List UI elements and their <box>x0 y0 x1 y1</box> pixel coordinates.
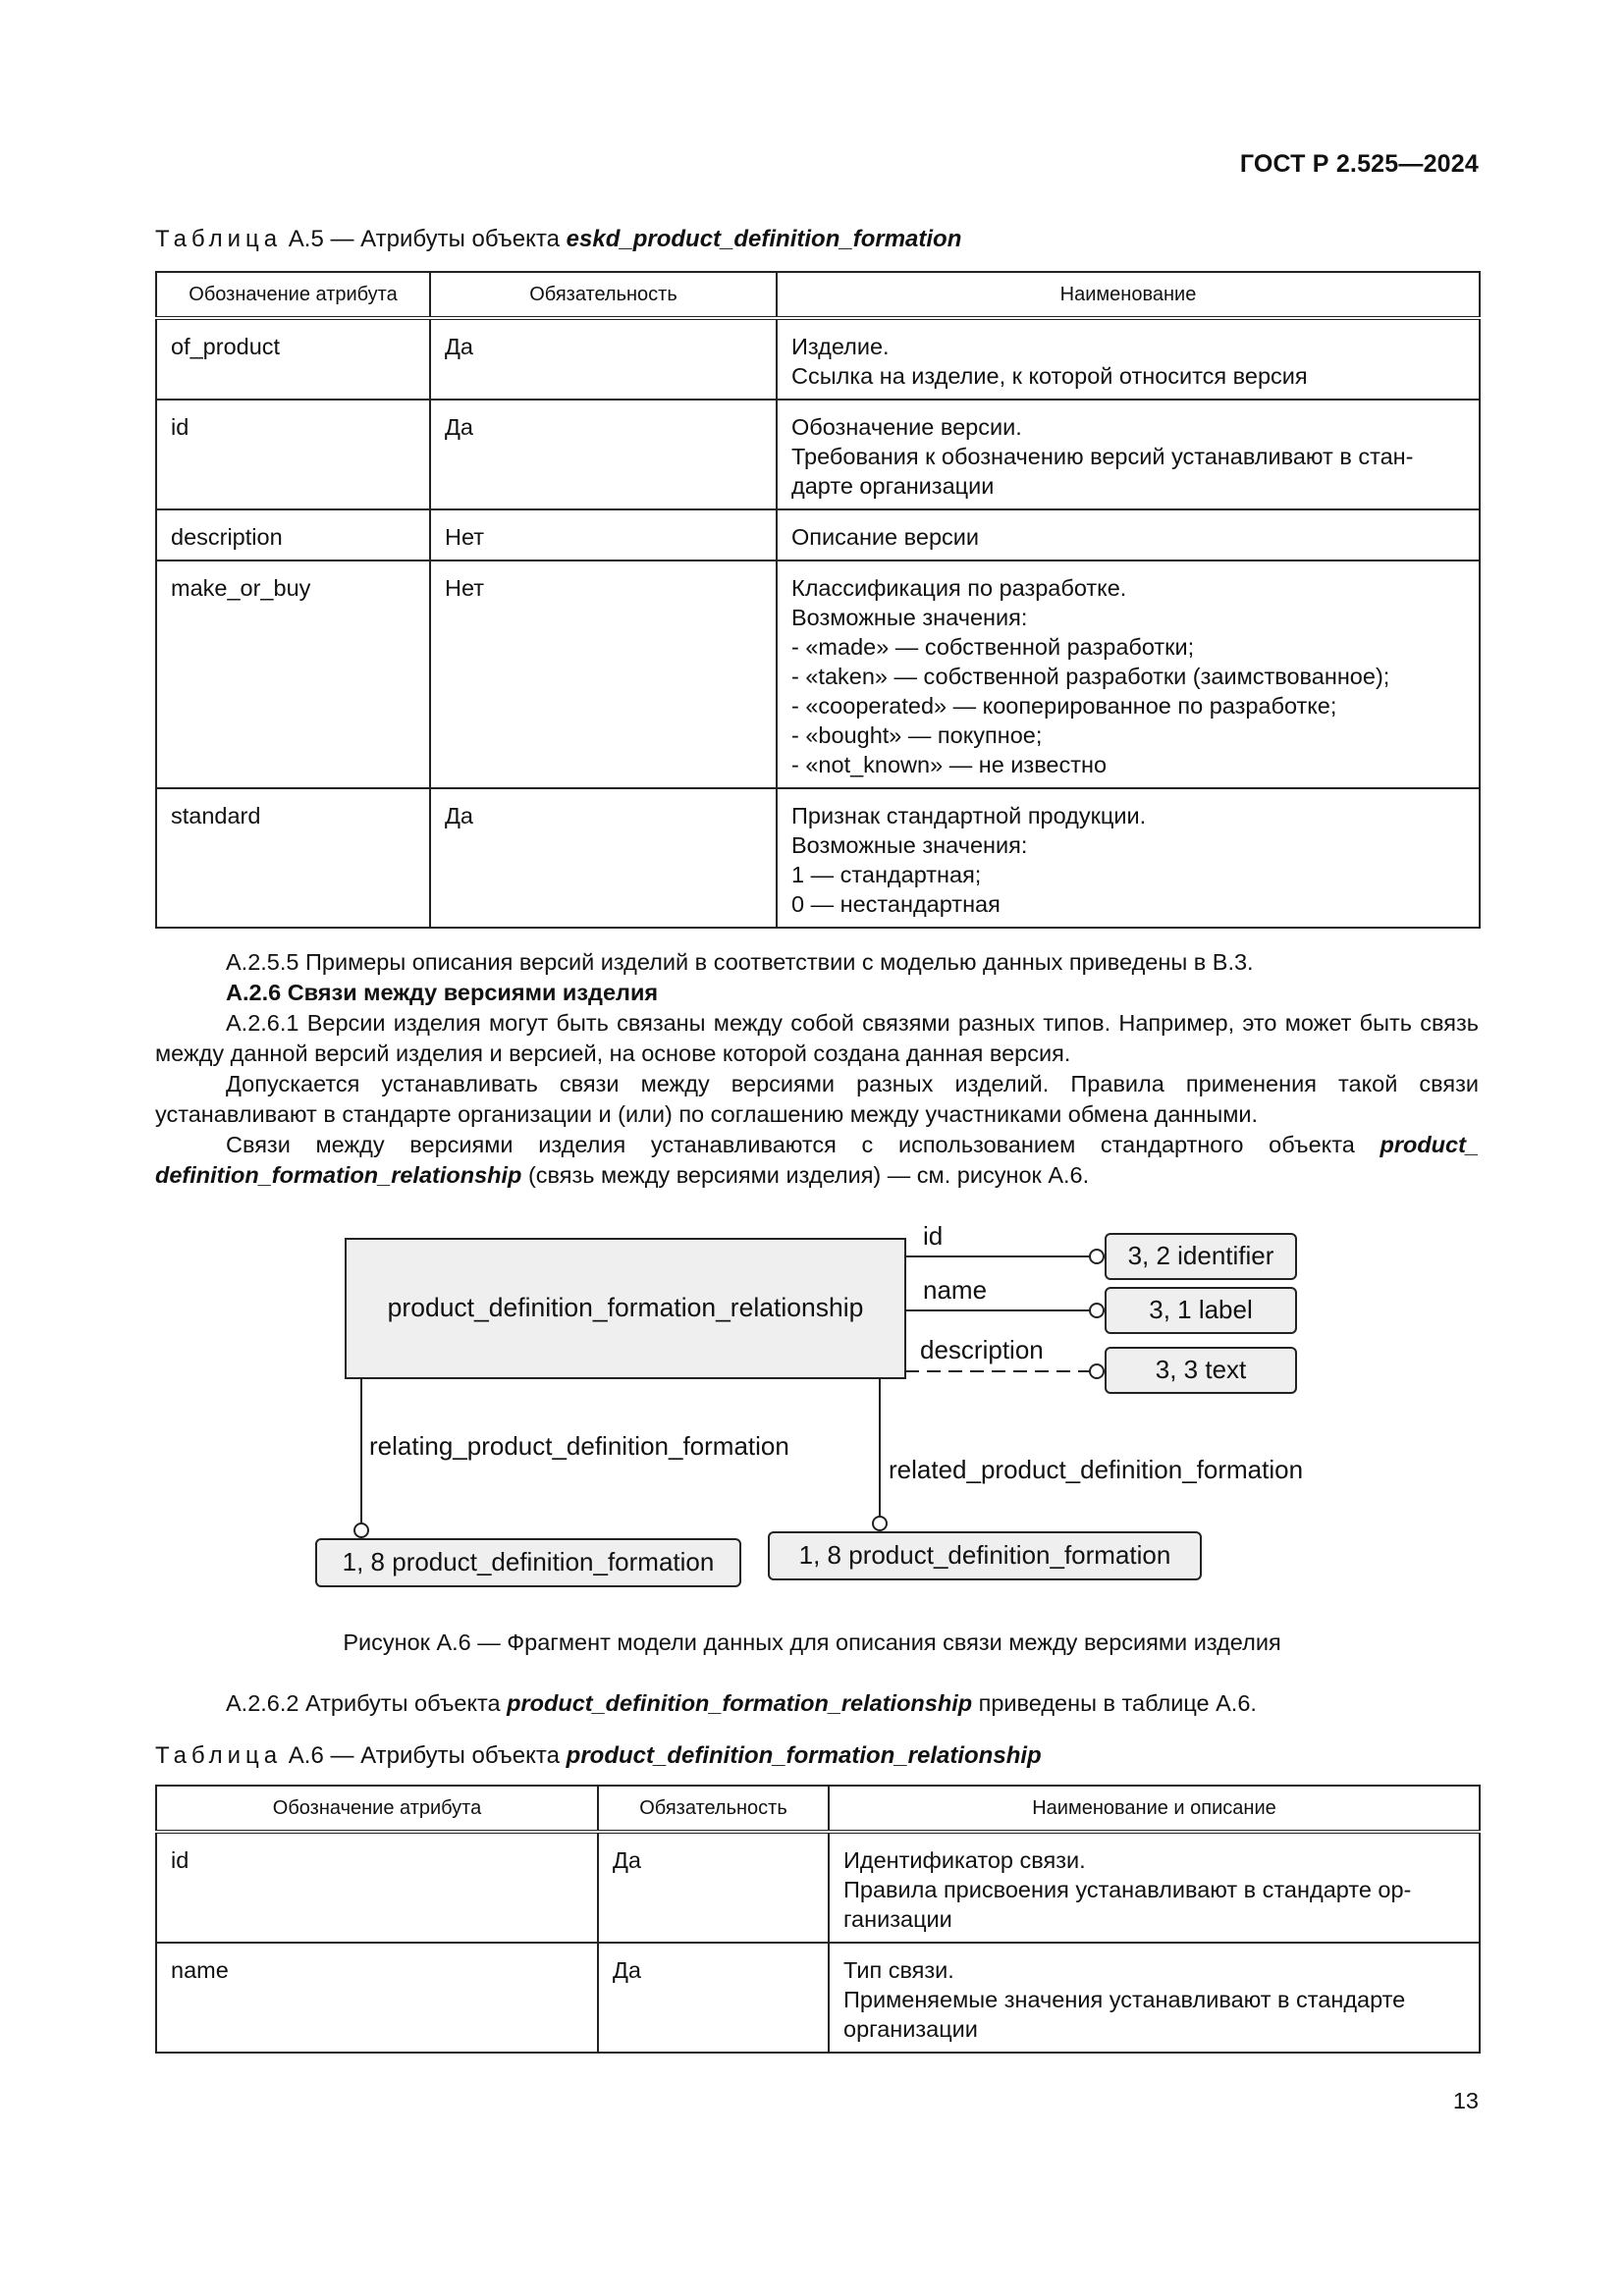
paragraph-a261: А.2.6.1 Версии изделия могут быть связаны между собой связями разных типов. Например, это может быть связь между данной версий изделия и версией, на основе которой создана данная версия. <box>155 1010 1479 1066</box>
paragraph-text: Связи между версиями изделия устанавливаются с использованием стандартного объекта <box>226 1132 1380 1157</box>
desc-line: Правила присвоения устанавливают в стандарте ор- <box>843 1877 1412 1902</box>
table-a6 <box>155 1785 1481 2054</box>
name-endpoint-circle <box>1090 1304 1104 1317</box>
figure-caption: Рисунок А.6 — Фрагмент модели данных для описания связи между версиями изделия <box>343 1629 1281 1655</box>
column-header: Обязательность <box>598 1786 829 1832</box>
column-header: Наименование и описание <box>829 1786 1480 1832</box>
desc-line: - «made» — собственной разработки; <box>791 634 1195 660</box>
description-endpoint-circle <box>1090 1364 1104 1378</box>
desc-line: Описание версии <box>791 524 980 550</box>
main-entity-label: product_definition_formation_relationship <box>387 1293 864 1322</box>
required-cell: Да <box>430 788 777 928</box>
required-cell: Да <box>430 318 777 400</box>
paragraph-a262 <box>155 1688 1479 1719</box>
desc-cell <box>829 1943 1480 2053</box>
desc-line: Идентификатор связи. <box>843 1847 1086 1873</box>
caption-prefix: Таблица <box>155 1742 283 1769</box>
attr-cell: name <box>156 1943 598 2053</box>
name-attr-label: name <box>923 1275 988 1305</box>
desc-line: Применяемые значения устанавливают в стандарте <box>843 1987 1406 2012</box>
paragraph-permission: Допускается устанавливать связи между версиями разных изделий. Правила применения такой связи устанавливают в стандарте организации и (или) по соглашению между участниками обмена данными. <box>155 1071 1479 1127</box>
id-endpoint-circle <box>1090 1250 1104 1263</box>
relating-role-label: relating_product_definition_formation <box>369 1431 789 1461</box>
attr-cell: id <box>156 400 430 509</box>
document-header: ГОСТ Р 2.525—2024 <box>1239 150 1479 178</box>
table-row <box>156 1832 1480 1943</box>
caption-object: product_definition_formation_relationship <box>566 1742 1042 1769</box>
object-name: product_definition_formation_relationship <box>507 1690 973 1716</box>
required-cell: Да <box>430 400 777 509</box>
column-header: Обязательность <box>430 272 777 318</box>
caption-mid: А.5 — Атрибуты объекта <box>282 226 567 252</box>
attr-cell: of_product <box>156 318 430 400</box>
relating-endpoint-circle <box>354 1523 368 1537</box>
attr-cell: make_or_buy <box>156 561 430 788</box>
desc-line: Обозначение версии. <box>791 414 1022 440</box>
required-cell: Да <box>598 1943 829 2053</box>
desc-line: Классификация по разработке. <box>791 575 1127 601</box>
desc-line: организации <box>843 2016 978 2042</box>
caption-prefix: Таблица <box>155 226 283 252</box>
paragraph-text: (связь между версиями изделия) — см. рисунок А.6. <box>521 1162 1090 1188</box>
attr-cell: description <box>156 509 430 561</box>
desc-line: - «cooperated» — кооперированное по разработке; <box>791 693 1337 719</box>
table-row <box>156 1943 1480 2053</box>
attr-cell: id <box>156 1832 598 1943</box>
required-cell: Нет <box>430 509 777 561</box>
paragraph-text: А.2.6.2 Атрибуты объекта <box>226 1690 508 1716</box>
desc-line: Признак стандартной продукции. <box>791 803 1147 828</box>
text-label: 3, 3 text <box>1155 1355 1247 1384</box>
desc-line: дарте организации <box>791 473 995 499</box>
related-endpoint-circle <box>873 1517 887 1530</box>
desc-line: Ссылка на изделие, к которой относится версия <box>791 363 1308 389</box>
column-header: Наименование <box>777 272 1480 318</box>
caption-object: eskd_product_definition_formation <box>566 226 962 252</box>
desc-line: 1 — стандартная; <box>791 862 982 887</box>
desc-line: Возможные значения: <box>791 605 1028 630</box>
desc-line: Тип связи. <box>843 1957 954 1983</box>
paragraph-text: А.2.5.5 Примеры описания версий изделий в соответствии с моделью данных приведены в В.3. <box>226 949 1254 975</box>
desc-line: 0 — нестандартная <box>791 891 1001 917</box>
column-header: Обозначение атрибута <box>156 1786 598 1832</box>
required-cell: Нет <box>430 561 777 788</box>
related-role-label: related_product_definition_formation <box>889 1455 1304 1484</box>
paragraph-text: приведены в таблице А.6. <box>972 1690 1257 1716</box>
table-header-row <box>156 1786 1480 1832</box>
identifier-label: 3, 2 identifier <box>1127 1241 1274 1270</box>
desc-line: Требования к обозначению версий устанавливают в стан- <box>791 444 1414 469</box>
heading-text: А.2.6 Связи между версиями изделия <box>226 980 659 1005</box>
desc-line: - «not_known» — не известно <box>791 752 1108 777</box>
desc-cell <box>829 1832 1480 1943</box>
caption-mid: А.6 — Атрибуты объекта <box>282 1742 567 1769</box>
id-attr-label: id <box>923 1221 944 1251</box>
required-cell: Да <box>598 1832 829 1943</box>
desc-line: - «bought» — покупное; <box>791 722 1043 748</box>
object-name: product_ definition_formation_relationship <box>155 1132 1479 1188</box>
desc-line: Возможные значения: <box>791 832 1028 858</box>
desc-line: Изделие. <box>791 334 890 359</box>
pdf-right-label: 1, 8 product_definition_formation <box>798 1540 1171 1570</box>
page-number: 13 <box>1452 2088 1479 2113</box>
label-label: 3, 1 label <box>1149 1295 1253 1324</box>
desc-line: - «taken» — собственной разработки (заимствованное); <box>791 664 1390 689</box>
description-attr-label: description <box>920 1335 1044 1364</box>
attr-cell: standard <box>156 788 430 928</box>
desc-line: ганизации <box>843 1906 952 1932</box>
column-header: Обозначение атрибута <box>156 272 430 318</box>
pdf-left-label: 1, 8 product_definition_formation <box>342 1547 715 1576</box>
table-a6-caption <box>155 1742 1042 1770</box>
